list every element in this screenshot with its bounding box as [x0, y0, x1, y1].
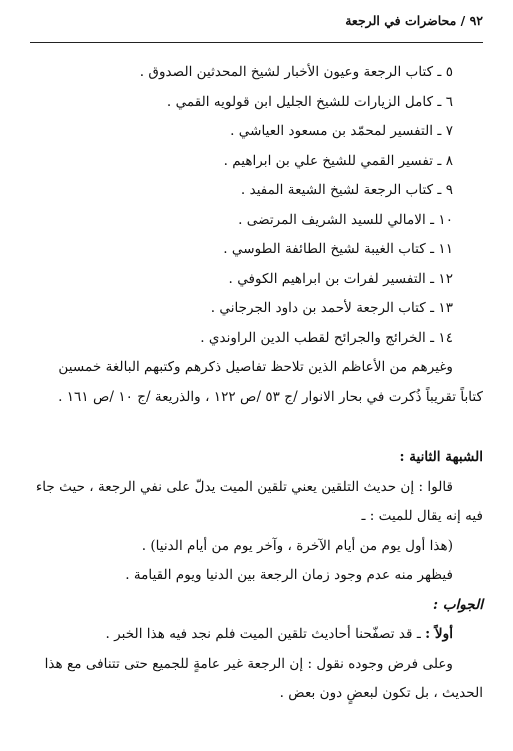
answer-heading: الجواب :: [432, 596, 483, 613]
sources-list: [30, 58, 483, 353]
source-item: ٥ ـ كتاب الرجعة وعيون الأخبار لشيخ المحدثين الصدوق .: [139, 64, 453, 80]
paragraph-line: فيه إنه يقال للميت : ـ: [361, 508, 483, 524]
source-item: ١٠ ـ الامالي للسيد الشريف المرتضى .: [238, 211, 453, 228]
source-item: ١٤ ـ الخرائج والجرائح لقطب الدين الراوندي .: [200, 329, 453, 346]
quoted-hadith: (هذا أول يوم من أيام الآخرة ، وآخر يوم من أيام الدنيا) .: [141, 537, 453, 554]
paragraph-line: وعلى فرض وجوده نقول : إن الرجعة غير عامةٍ للجميع حتى تتنافى مع هذا: [44, 655, 453, 672]
paragraph-line: الحديث ، بل تكون لبعضٍ دون بعض .: [279, 685, 483, 701]
first-text: ـ قد تصفّحنا أحاديث تلقين الميت فلم نجد فيه هذا الخبر .: [105, 626, 426, 642]
source-item: ٨ ـ تفسير القمي للشيخ علي بن ابراهيم .: [223, 152, 453, 169]
header-divider: [30, 42, 483, 43]
first-label: أولاً :: [425, 626, 453, 642]
source-item: ١٣ ـ كتاب الرجعة لأحمد بن داود الجرجاني .: [210, 300, 453, 316]
paragraph-line: فيظهر منه عدم وجود زمان الرجعة بين الدنيا ويوم القيامة .: [125, 567, 453, 583]
first-answer: [30, 620, 483, 650]
source-item: ٧ ـ التفسير لمحمّد بن مسعود العياشي .: [230, 123, 453, 139]
section-spacer: [30, 412, 483, 443]
source-item: ١٢ ـ التفسير لفرات بن ابراهيم الكوفي .: [228, 270, 453, 287]
page-body: [30, 58, 483, 709]
page-header: ٩٢ / محاضرات في الرجعة: [345, 13, 483, 28]
closing-line: كتاباً تقريباً ذُكرت في بحار الانوار /ج ٥٣ /ص ١٢٢ ، والذريعة /ج ١٠ /ص ١٦١ .: [58, 388, 483, 405]
source-item: ١١ ـ كتاب الغيبة لشيخ الطائفة الطوسي .: [223, 241, 453, 257]
section-heading: الشبهة الثانية :: [399, 449, 483, 465]
source-item: ٩ ـ كتاب الرجعة لشيخ الشيعة المفيد .: [240, 182, 453, 198]
paragraph-line: قالوا : إن حديث التلقين يعني تلقين الميت يدلّ على نفي الرجعة ، حيث جاء: [35, 478, 453, 495]
source-item: ٦ ـ كامل الزيارات للشيخ الجليل ابن قولويه القمي .: [166, 93, 453, 110]
closing-line: وغيرهم من الأعاظم الذين تلاحظ تفاصيل ذكرهم وكتبهم البالغة خمسين: [58, 359, 453, 375]
